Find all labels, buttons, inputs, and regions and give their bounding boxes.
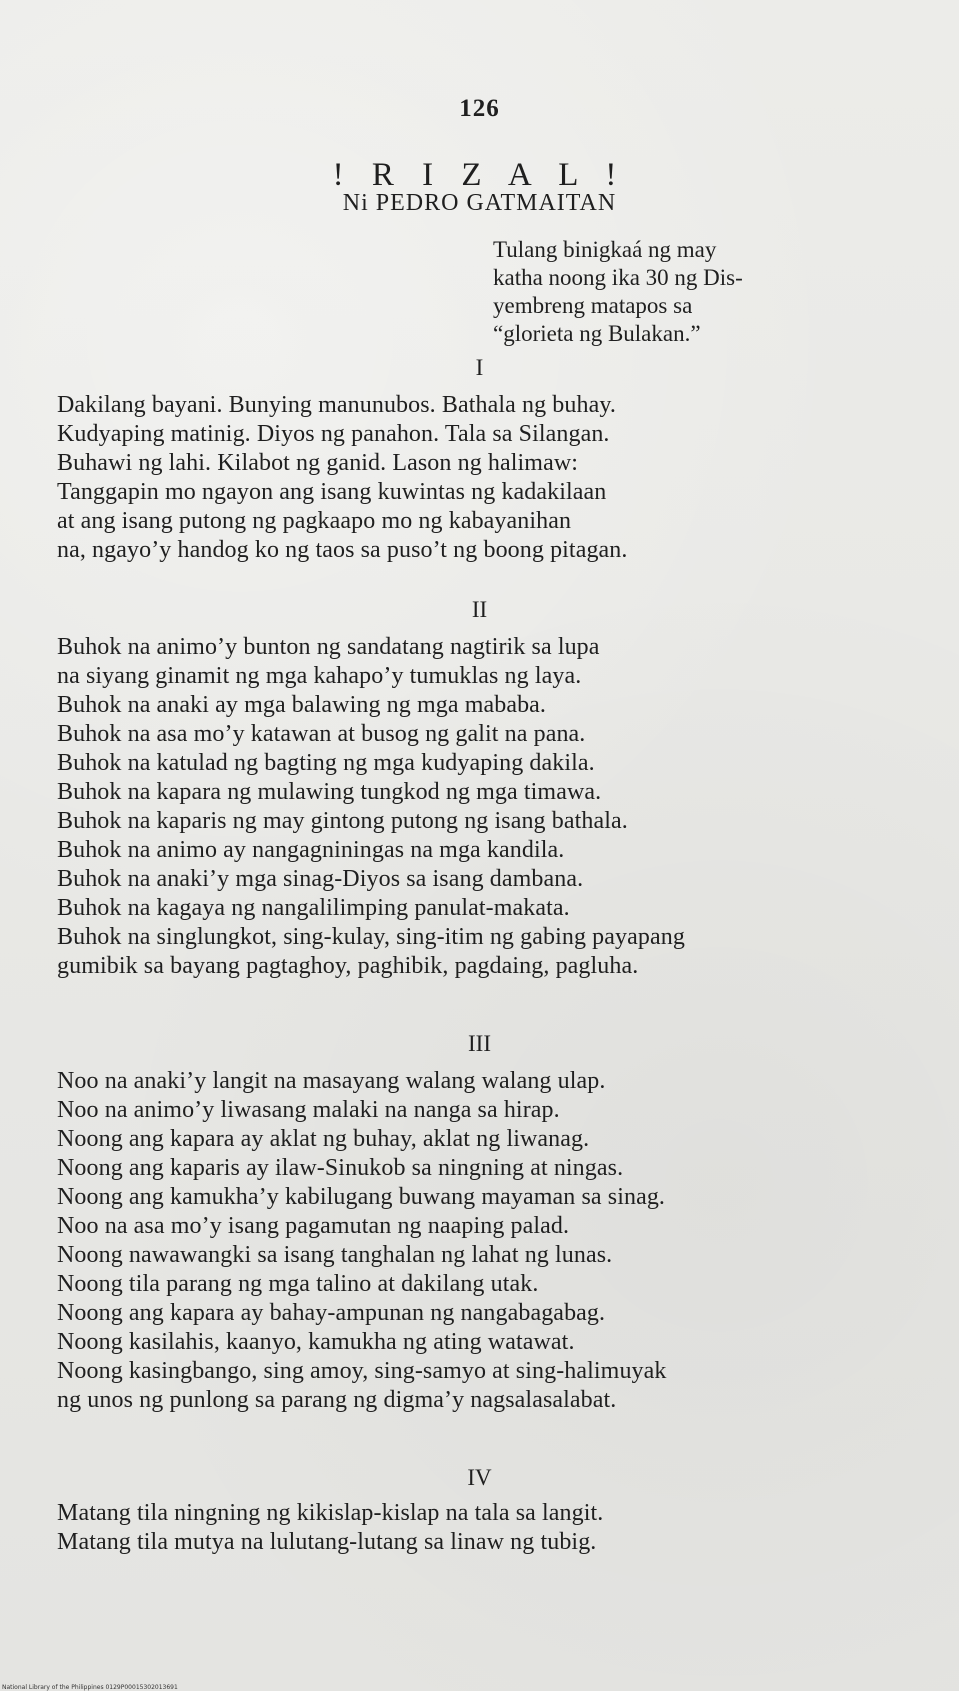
poem-line: Noong tila parang ng mga talino at dakilang utak. bbox=[57, 1271, 539, 1297]
stanza-1 bbox=[57, 391, 917, 565]
poem-author: Ni PEDRO GATMAITAN bbox=[342, 190, 617, 216]
poem-line: Buhok na animo’y bunton ng sandatang nagtirik sa lupa bbox=[57, 634, 600, 660]
poem-line: Noo na asa mo’y isang pagamutan ng naaping palad. bbox=[57, 1213, 570, 1239]
poem-line: Kudyaping matinig. Diyos ng panahon. Tala sa Silangan. bbox=[57, 421, 610, 447]
poem-line: Buhok na kapara ng mulawing tungkod ng mga timawa. bbox=[57, 779, 602, 805]
poem-line: na siyang ginamit ng mga kahapo’y tumuklas ng laya. bbox=[57, 663, 582, 689]
poem-line: Noong ang kaparis ay ilaw-Sinukob sa ningning at ningas. bbox=[57, 1155, 624, 1181]
poem-line: Buhok na katulad ng bagting ng mga kudyaping dakila. bbox=[57, 750, 595, 776]
poem-line: Tanggapin mo ngayon ang isang kuwintas ng kadakilaan bbox=[57, 479, 607, 505]
poem-line: Buhok na kagaya ng nangalilimping panulat-makata. bbox=[57, 895, 570, 921]
poem-line: Matang tila mutya na lulutang-lutang sa linaw ng tubig. bbox=[57, 1529, 597, 1555]
show-through-text bbox=[225, 215, 236, 245]
stanza-3 bbox=[57, 1067, 917, 1415]
poem-line: ng unos ng punlong sa parang ng digma’y nagsalasalabat. bbox=[57, 1387, 617, 1413]
poem-line: na, ngayo’y handog ko ng taos sa puso’t ng boong pitagan. bbox=[57, 537, 628, 563]
poem-line: Noong ang kapara ay bahay-ampunan ng nangabagabag. bbox=[57, 1300, 606, 1326]
stanza-2 bbox=[57, 633, 917, 981]
scan-footer: National Library of the Philippines 0129P00015302013691 bbox=[2, 1684, 178, 1691]
poem-line: gumibik sa bayang pagtaghoy, paghibik, pagdaing, pagluha. bbox=[57, 953, 639, 979]
poem-line: Buhok na animo ay nangagniningas na mga kandila. bbox=[57, 837, 565, 863]
poem-note: Tulang binigkaá ng may katha noong ika 30 ng Dis- yembreng matapos sa “glorieta ng Bulakan.” bbox=[493, 237, 743, 346]
poem-line: Noong kasilahis, kaanyo, kamukha ng ating watawat. bbox=[57, 1329, 575, 1355]
poem-line: Buhok na singlungkot, sing-kulay, sing-itim ng gabing payapang bbox=[57, 924, 685, 950]
poem-line: Matang tila ningning ng kikislap-kislap na tala sa langit. bbox=[57, 1500, 604, 1526]
poem-line: Buhawi ng lahi. Kilabot ng ganid. Lason ng halimaw: bbox=[57, 450, 579, 476]
poem-line: Noong ang kapara ay aklat ng buhay, aklat ng liwanag. bbox=[57, 1126, 590, 1152]
poem-line: at ang isang putong ng pagkaapo mo ng kabayanihan bbox=[57, 508, 572, 534]
poem-line: Buhok na anaki ay mga balawing ng mga mababa. bbox=[57, 692, 547, 718]
stanza-numeral-3: III bbox=[468, 1031, 491, 1056]
poem-line: Noo na anaki’y langit na masayang walang walang ulap. bbox=[57, 1068, 606, 1094]
poem-line: Buhok na kaparis ng may gintong putong ng isang bathala. bbox=[57, 808, 628, 834]
page-number: 126 bbox=[459, 95, 500, 122]
poem-line: Noong nawawangki sa isang tanghalan ng lahat ng lunas. bbox=[57, 1242, 613, 1268]
poem-title: ! R I Z A L ! bbox=[332, 157, 627, 193]
stanza-numeral-4: IV bbox=[467, 1465, 492, 1490]
stanza-numeral-1: I bbox=[475, 355, 484, 380]
poem-line: Buhok na anaki’y mga sinag-Diyos sa isang dambana. bbox=[57, 866, 584, 892]
poem-line: Buhok na asa mo’y katawan at busog ng galit na pana. bbox=[57, 721, 586, 747]
poem-line: Noo na animo’y liwasang malaki na nanga sa hirap. bbox=[57, 1097, 560, 1123]
poem-line: Noong ang kamukha’y kabilugang buwang mayaman sa sinag. bbox=[57, 1184, 666, 1210]
poem-line: Dakilang bayani. Bunying manunubos. Bathala ng buhay. bbox=[57, 392, 616, 418]
stanza-4 bbox=[57, 1499, 917, 1557]
stanza-numeral-2: II bbox=[471, 597, 488, 622]
poem-line: Noong kasingbango, sing amoy, sing-samyo at sing-halimuyak bbox=[57, 1358, 667, 1384]
